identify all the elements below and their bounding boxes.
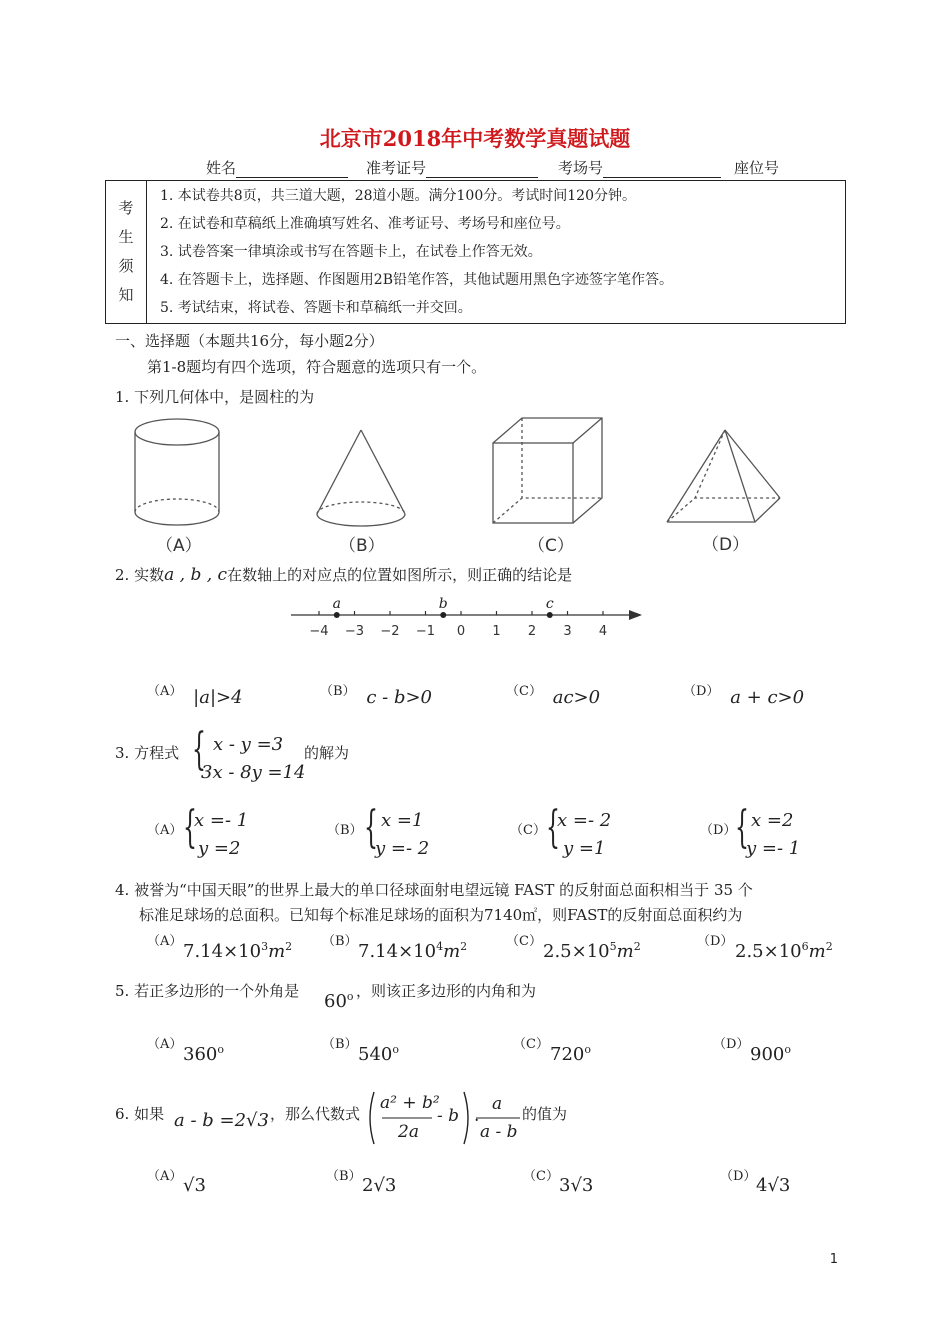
section-heading: 一、选择题（本题共16分，每小题2分） xyxy=(115,332,384,350)
q6-option-d-letter[interactable]: （D） xyxy=(720,1169,757,1184)
point-label: b xyxy=(438,596,448,612)
axis-tick-label: −4 xyxy=(309,624,329,639)
pyramid-figure xyxy=(667,430,780,522)
q4-option-a-letter[interactable]: （A） xyxy=(147,934,183,949)
notice-item: 1. 本试卷共8页，共三道大题，28道小题。满分100分。考试时间120分钟。 xyxy=(160,188,636,204)
q4-option-b-value: $7.14\times 10^4m^2$ xyxy=(358,940,468,962)
q3-option-a-letter[interactable]: （A） xyxy=(147,823,183,838)
q6-option-c-letter[interactable]: （C） xyxy=(523,1169,559,1184)
q2-option-c[interactable]: （C） ac>0 xyxy=(506,684,601,708)
q4-option-a-value: $7.14\times 10^3m^2$ xyxy=(183,940,293,962)
notice-item: 2. 在试卷和草稿纸上准确填写姓名、准考证号、考场号和座位号。 xyxy=(160,216,570,232)
exam-id-field xyxy=(366,157,538,178)
room-field xyxy=(558,157,721,178)
q5-option-a-value: 360$^o$ xyxy=(183,1043,224,1065)
q3-option-a-l2: y =2 xyxy=(198,838,241,859)
q6-option-c-value: 3√3 xyxy=(559,1175,594,1196)
q5-suffix: ，则该正多边形的内角和为 xyxy=(356,982,537,1000)
number-line xyxy=(286,594,646,644)
q3-option-c-letter[interactable]: （C） xyxy=(510,823,546,838)
axis-tick-label: 4 xyxy=(598,624,608,639)
q3-brace: { xyxy=(192,724,206,775)
q1-caption-a: （A） xyxy=(156,536,202,556)
q6-frac1-den: 2a xyxy=(398,1122,419,1142)
q4-option-c-letter[interactable]: （C） xyxy=(506,934,542,949)
axis-tick-label: −3 xyxy=(344,624,365,639)
q6-suffix: 的值为 xyxy=(522,1105,568,1123)
q3-option-d-l2: y =- 1 xyxy=(746,838,801,859)
q3-suffix: 的解为 xyxy=(304,744,350,762)
q1-caption-c: （C） xyxy=(528,536,574,556)
q6-divide-dot: . xyxy=(474,1106,480,1126)
cone-figure xyxy=(317,430,405,526)
notice-box xyxy=(105,180,846,324)
q5-option-d-value: 900$^o$ xyxy=(750,1043,791,1065)
section-note: 第1-8题均有四个选项，符合题意的选项只有一个。 xyxy=(147,358,487,376)
q3-option-a-brace: { xyxy=(183,802,197,853)
q1-caption-b: （B） xyxy=(339,536,385,556)
cube-figure xyxy=(493,418,602,523)
q2-option-b[interactable]: （B） c - b>0 xyxy=(320,684,433,708)
q6-option-a-value: √3 xyxy=(183,1175,206,1196)
axis-tick-label: 1 xyxy=(492,624,501,639)
q5-angle: 60$^o$ xyxy=(324,990,354,1012)
q6-option-d-value: 4√3 xyxy=(756,1175,791,1196)
q3-option-c-l2: y =1 xyxy=(563,838,606,859)
q6-frac2-den: a - b xyxy=(480,1122,518,1142)
name-label: 姓名 xyxy=(206,159,237,177)
q3-prefix: 3. 方程式 xyxy=(115,744,180,762)
q6-frac2-num: a xyxy=(492,1094,503,1114)
q2-option-d[interactable]: （D） a + c>0 xyxy=(683,684,805,708)
cylinder-figure xyxy=(135,419,219,525)
page-title: 北京市2018年中考数学真题试题 xyxy=(319,126,631,151)
q6-option-b-letter[interactable]: （B） xyxy=(326,1169,362,1184)
q3-option-b-l2: y =- 2 xyxy=(375,838,430,859)
q5-option-d-letter[interactable]: （D） xyxy=(713,1037,750,1052)
q5-option-b-letter[interactable]: （B） xyxy=(322,1037,358,1052)
notice-item: 5. 考试结束，将试卷、答题卡和草稿纸一并交回。 xyxy=(160,300,472,316)
q6-prefix: 6. 如果 xyxy=(115,1105,165,1123)
point-label: a xyxy=(332,596,341,612)
q4-option-d-letter[interactable]: （D） xyxy=(697,934,734,949)
q3-eq2: 3x - 8y =14 xyxy=(201,762,306,783)
q5-option-a-letter[interactable]: （A） xyxy=(147,1037,183,1052)
q5-prefix: 5. 若正多边形的一个外角是 xyxy=(115,982,300,1000)
q3-option-d-brace: { xyxy=(735,802,749,853)
q3-option-d-l1: x =2 xyxy=(751,810,794,831)
axis-tick-label: −1 xyxy=(415,624,436,639)
q6-minus-b: - b xyxy=(437,1106,460,1126)
q6-mid: ，那么代数式 xyxy=(270,1105,361,1123)
point-b xyxy=(440,612,446,618)
seat-label: 座位号 xyxy=(734,159,780,177)
q3-option-d-letter[interactable]: （D） xyxy=(700,823,737,838)
point-c xyxy=(547,612,553,618)
q3-option-c-brace: { xyxy=(546,802,560,853)
axis-tick-label: 3 xyxy=(563,624,572,639)
q1-caption-d: （D） xyxy=(702,535,750,555)
notice-side-label: 考 生 须 知 xyxy=(106,181,147,324)
page-number: 1 xyxy=(829,1252,838,1267)
q1-text: 1. 下列几何体中，是圆柱的为 xyxy=(115,388,315,406)
q3-option-b-l1: x =1 xyxy=(381,810,424,831)
q4-option-d-value: $2.5\times 10^6m^2$ xyxy=(735,940,833,962)
room-label: 考场号 xyxy=(558,159,604,177)
name-blank xyxy=(236,161,348,178)
notice-items xyxy=(147,181,846,324)
q6-option-b-value: 2√3 xyxy=(362,1175,397,1196)
q4-option-b-letter[interactable]: （B） xyxy=(322,934,358,949)
q2-option-a[interactable]: （A） |a|>4 xyxy=(147,684,243,708)
name-field xyxy=(206,157,348,178)
room-blank xyxy=(603,161,721,178)
notice-item: 3. 试卷答案一律填涂或书写在答题卡上，在试卷上作答无效。 xyxy=(160,244,542,260)
q5-option-c-letter[interactable]: （C） xyxy=(513,1037,549,1052)
q6-condition: a - b =2√3 xyxy=(174,1110,269,1131)
exam-id-blank xyxy=(426,161,538,178)
q4-line2: 标准足球场的总面积。已知每个标准足球场的面积为7140㎡，则FAST的反射面总面积约为 xyxy=(139,906,743,924)
q3-option-a-l1: x =- 1 xyxy=(194,810,249,831)
q2-text: 2. 实数a , b , c在数轴上的对应点的位置如图所示，则正确的结论是 xyxy=(115,565,573,585)
q4-line1: 4. 被誉为“中国天眼”的世界上最大的单口径球面射电望远镜 FAST 的反射面总面积相当于 35 个 xyxy=(115,881,753,899)
q5-option-c-value: 720$^o$ xyxy=(550,1043,591,1065)
exam-id-label: 准考证号 xyxy=(366,159,427,177)
q3-option-b-brace: { xyxy=(364,802,378,853)
q3-option-c-l1: x =- 2 xyxy=(557,810,612,831)
point-label: c xyxy=(545,596,554,612)
q3-option-b-letter[interactable]: （B） xyxy=(327,823,363,838)
axis-tick-label: 0 xyxy=(456,624,466,639)
point-a xyxy=(334,612,340,618)
q3-eq1: x - y =3 xyxy=(213,734,284,755)
q5-option-b-value: 540$^o$ xyxy=(358,1043,399,1065)
axis-tick-label: 2 xyxy=(527,624,537,639)
q6-frac1-num: a² + b² xyxy=(380,1093,440,1113)
notice-item: 4. 在答题卡上，选择题、作图题用2B铅笔作答，其他试题用黑色字迹签字笔作答。 xyxy=(160,272,674,288)
q4-option-c-value: $2.5\times 10^5m^2$ xyxy=(543,940,641,962)
axis-tick-label: −2 xyxy=(380,624,400,639)
q6-option-a-letter[interactable]: （A） xyxy=(147,1169,183,1184)
